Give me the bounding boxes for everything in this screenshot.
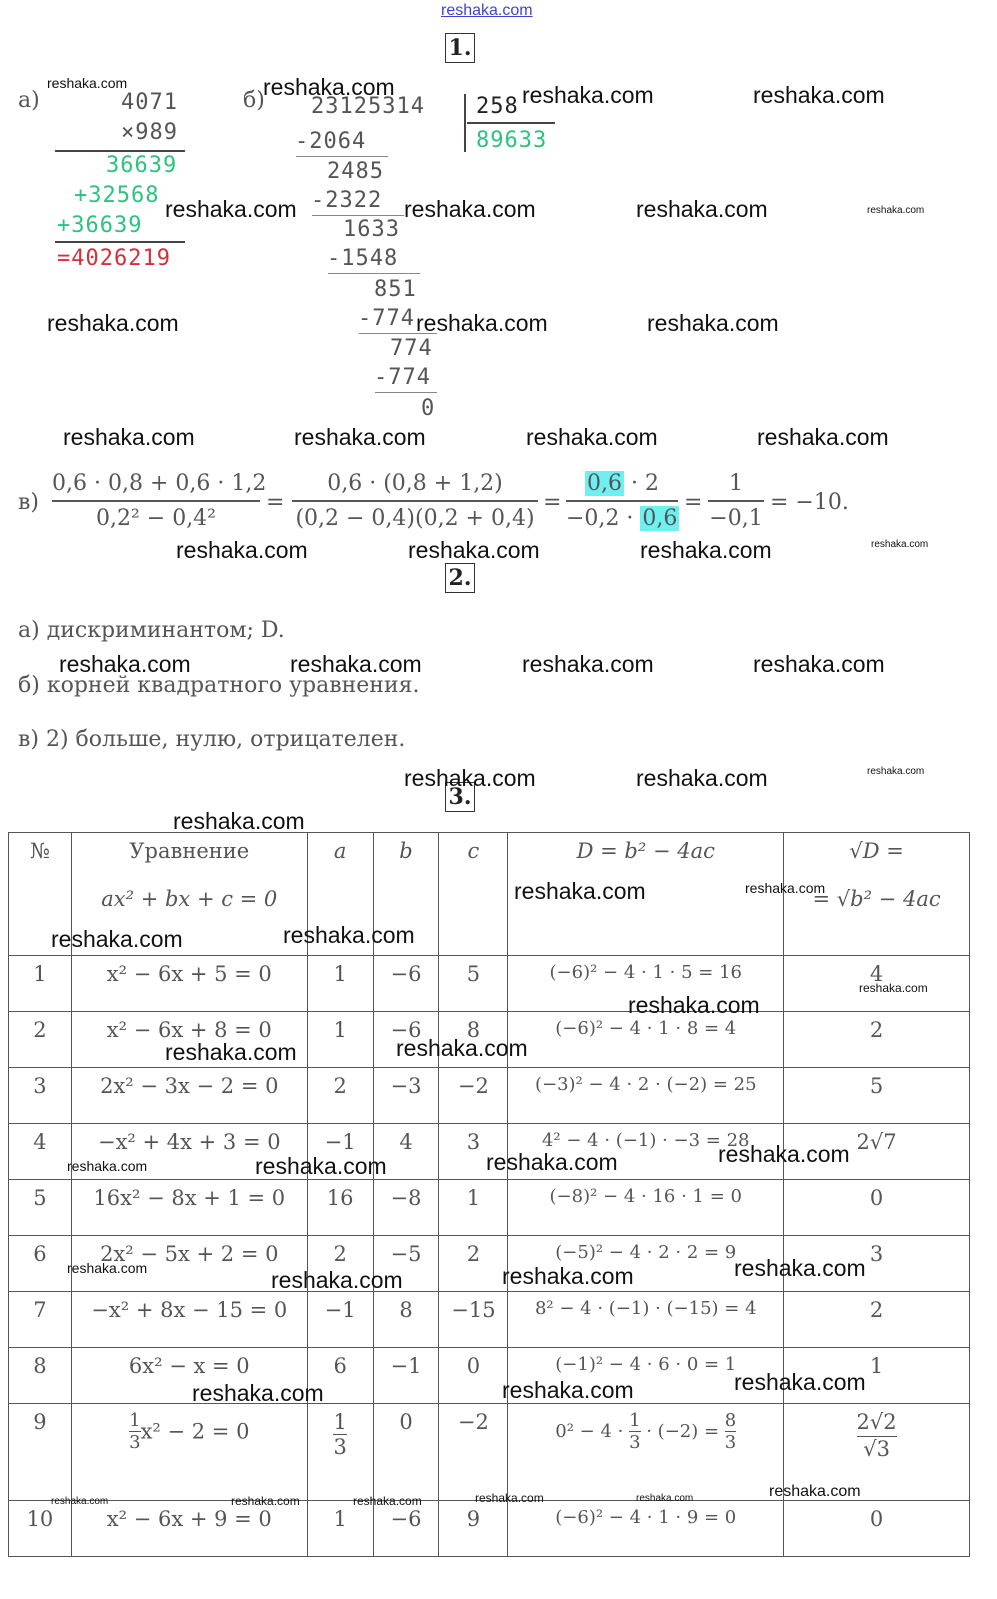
mult-line-1 [55, 150, 185, 152]
watermark: reshaka.com [486, 1149, 618, 1175]
mult-line-2 [55, 241, 185, 243]
watermark: reshaka.com [67, 1260, 148, 1276]
division-bracket-vertical [464, 94, 466, 152]
division-step: 0 [421, 396, 436, 421]
division-step: -774 [374, 365, 431, 390]
division-step-line [375, 392, 437, 393]
watermark: reshaka.com [867, 766, 925, 777]
watermark: reshaka.com [718, 1141, 850, 1167]
table-row: 10 x² − 6x + 9 = 0 1 −6 9 (−6)² − 4 · 1 · 9 = 0 0 [9, 1501, 970, 1557]
table-row: 1 x² − 6x + 5 = 0 1 −6 5 (−6)² − 4 · 1 · 5 = 16 4 [9, 956, 970, 1012]
fraction-1-denominator: 0,2² − 0,4² [95, 505, 217, 531]
watermark: reshaka.com [871, 539, 929, 550]
label-1c: в) [18, 490, 39, 515]
highlight-cancel: 0,6 [587, 471, 622, 496]
fraction-1-numerator: 0,6 · 0,8 + 0,6 · 1,2 [52, 471, 267, 496]
divisor: 258 [476, 94, 519, 119]
product-result: =4026219 [57, 246, 171, 271]
watermark: reshaka.com [502, 1377, 634, 1403]
partial-product-3: +36639 [57, 213, 143, 238]
division-step: 851 [374, 277, 417, 302]
division-bracket-horizontal [467, 122, 555, 124]
watermark: reshaka.com [176, 537, 308, 563]
division-step: 1633 [343, 217, 400, 242]
header-equation: Уравнение ax² + bx + c = 0 [71, 833, 307, 956]
fraction-2-numerator: 0,6 · (0,8 + 1,2) [327, 471, 503, 496]
watermark: reshaka.com [753, 651, 885, 677]
partial-product-1: 36639 [106, 153, 178, 178]
fraction-1 [52, 471, 267, 531]
watermark: reshaka.com [263, 74, 395, 100]
watermark: reshaka.com [526, 424, 658, 450]
table-row: 2 x² − 6x + 8 = 0 1 −6 8 (−6)² − 4 · 1 · 8 = 4 2 [9, 1012, 970, 1068]
answer-2b: б) корней квадратного уравнения. [18, 673, 420, 698]
table-row: 3 2x² − 3x − 2 = 0 2 −3 −2 (−3)² − 4 · 2 · (−2) = 25 5 [9, 1068, 970, 1124]
highlight-cancel: 0,6 [642, 505, 678, 531]
watermark: reshaka.com [173, 808, 305, 834]
watermark: reshaka.com [647, 310, 779, 336]
header-sqrt: √D = = √b² − 4ac [784, 833, 970, 956]
section-number-1: 1. [445, 33, 475, 63]
watermark: reshaka.com [416, 310, 548, 336]
answer-2a: а) дискриминантом; D. [18, 618, 285, 643]
equals-sign: = [266, 490, 285, 515]
watermark: reshaka.com [628, 992, 760, 1018]
watermark: reshaka.com [636, 196, 768, 222]
header-b: b [373, 833, 439, 956]
table-row: 6 2x² − 5x + 2 = 0 2 −5 2 (−5)² − 4 · 2 · 2 = 9 3 [9, 1236, 970, 1292]
watermark: reshaka.com [47, 75, 128, 91]
table-row: 5 16x² − 8x + 1 = 0 16 −8 1 (−8)² − 4 · 16 · 1 = 0 0 [9, 1180, 970, 1236]
table-row: 9 $\frac{1}{3}$ x² − 2 = 0 $\frac{1}{3}$ 0 −2 0² − 4 · $\frac{1}{3}$ · (−2) = $\frac{8}{3}$ $\frac{2√2}{√3}$ [9, 1404, 970, 1501]
watermark: reshaka.com [59, 651, 191, 677]
header-num: № [9, 833, 72, 956]
watermark: reshaka.com [165, 1039, 297, 1065]
watermark: reshaka.com [753, 82, 885, 108]
watermark: reshaka.com [475, 1491, 544, 1505]
watermark: reshaka.com [231, 1494, 300, 1508]
watermark: reshaka.com [404, 196, 536, 222]
header-sqrt-formula: = √b² − 4ac [812, 887, 941, 911]
watermark: reshaka.com [502, 1263, 634, 1289]
watermark: reshaka.com [192, 1380, 324, 1406]
watermark: reshaka.com [353, 1494, 422, 1508]
answer-2c: в) 2) больше, нулю, отрицателен. [18, 727, 406, 752]
watermark: reshaka.com [283, 922, 415, 948]
division-step-line [296, 156, 388, 157]
fraction-4-denominator: −0,1 [709, 505, 763, 531]
watermark: reshaka.com [867, 205, 925, 216]
watermark: reshaka.com [745, 880, 826, 896]
partial-product-2: +32568 [74, 183, 160, 208]
watermark: reshaka.com [640, 537, 772, 563]
table-row: 7 −x² + 8x − 15 = 0 −1 8 −15 8² − 4 · (−1) · (−15) = 4 2 [9, 1292, 970, 1348]
section-number-3: 3. [445, 782, 475, 812]
watermark: reshaka.com [63, 424, 195, 450]
header-discriminant: D = b² − 4ac [508, 833, 784, 956]
fraction-result: = −10. [770, 490, 849, 515]
watermark: reshaka.com [294, 424, 426, 450]
watermark: reshaka.com [408, 537, 540, 563]
division-step: -2322 [311, 188, 383, 213]
header-a: a [307, 833, 373, 956]
section-number-2: 2. [445, 563, 475, 593]
watermark: reshaka.com [396, 1035, 528, 1061]
fraction-2-denominator: (0,2 − 0,4)(0,2 + 0,4) [295, 505, 535, 531]
fraction-3 [566, 471, 678, 531]
watermark: reshaka.com [47, 310, 179, 336]
equals-sign: = [684, 490, 703, 515]
watermark: reshaka.com [404, 765, 536, 791]
watermark: reshaka.com [769, 1483, 861, 1500]
fraction-3-denominator: −0,2 · 0,6 [566, 505, 678, 531]
top-watermark: reshaka.com [441, 2, 533, 19]
division-step: -2064 [295, 129, 367, 154]
division-step: 2485 [327, 159, 384, 184]
division-step: -774 [358, 306, 415, 331]
multiplicand: 4071 [121, 90, 178, 115]
watermark: reshaka.com [734, 1369, 866, 1395]
quotient: 89633 [476, 128, 548, 153]
fraction-4-numerator: 1 [729, 471, 743, 496]
fraction-2 [292, 471, 538, 531]
table-row: 8 6x² − x = 0 6 −1 0 (−1)² − 4 · 6 · 0 = 1 1 [9, 1348, 970, 1404]
watermark: reshaka.com [636, 1493, 694, 1504]
watermark: reshaka.com [51, 1496, 109, 1507]
watermark: reshaka.com [757, 424, 889, 450]
watermark: reshaka.com [271, 1267, 403, 1293]
label-1a: а) [18, 88, 40, 113]
watermark: reshaka.com [859, 981, 928, 995]
watermark: reshaka.com [51, 926, 183, 952]
watermark: reshaka.com [636, 765, 768, 791]
division-step: 774 [390, 336, 433, 361]
multiplier: ×989 [121, 120, 178, 145]
equals-sign: = [543, 490, 562, 515]
watermark: reshaka.com [255, 1153, 387, 1179]
header-c: c [439, 833, 508, 956]
watermark: reshaka.com [290, 651, 422, 677]
division-step: -1548 [327, 246, 399, 271]
watermark: reshaka.com [522, 82, 654, 108]
division-step-line [312, 215, 404, 216]
fraction-3-numerator: 0,6 · 2 [587, 471, 659, 496]
watermark: reshaka.com [734, 1255, 866, 1281]
watermark: reshaka.com [165, 196, 297, 222]
watermark: reshaka.com [67, 1158, 148, 1174]
fraction-4 [708, 471, 764, 531]
table-row: 4 −x² + 4x + 3 = 0 −1 4 3 4² − 4 · (−1) · −3 = 28 2√7 [9, 1124, 970, 1180]
watermark: reshaka.com [514, 878, 646, 904]
watermark: reshaka.com [522, 651, 654, 677]
header-equation-form: ax² + bx + c = 0 [101, 887, 278, 911]
dividend: 23125314 [311, 94, 425, 119]
division-step-line [328, 273, 420, 274]
label-1b: б) [243, 88, 265, 113]
